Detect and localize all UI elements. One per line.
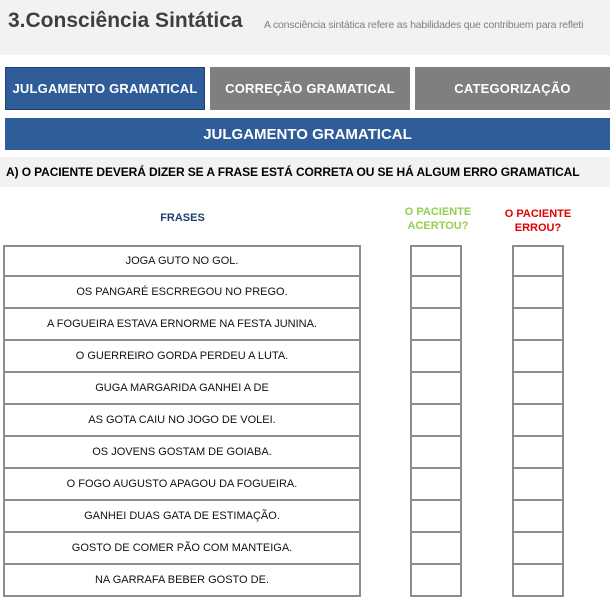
instruction-text [0, 157, 610, 187]
table-row [3, 469, 610, 501]
errou-checkbox[interactable] [512, 309, 564, 341]
errou-checkbox[interactable] [512, 565, 564, 597]
acertou-checkbox[interactable] [410, 469, 462, 501]
sentence-cell: GOSTO DE COMER PÃO COM MANTEIGA. [3, 533, 361, 565]
acertou-checkbox[interactable] [410, 437, 462, 469]
column-header-acertou-line1: O PACIENTE [404, 206, 472, 218]
acertou-checkbox[interactable] [410, 405, 462, 437]
table-row [3, 533, 610, 565]
errou-checkbox[interactable] [512, 501, 564, 533]
errou-checkbox[interactable] [512, 245, 564, 277]
table-row [3, 373, 610, 405]
sheet-header [0, 0, 610, 55]
acertou-checkbox[interactable] [410, 309, 462, 341]
sentence-cell: A FOGUEIRA ESTAVA ERNORME NA FESTA JUNINA. [3, 309, 361, 341]
table-row [3, 245, 610, 277]
sentence-cell: OS PANGARÉ ESCRREGOU NO PREGO. [3, 277, 361, 309]
tab-correcao-gramatical[interactable]: CORREÇÃO GRAMATICAL [210, 67, 410, 110]
column-header-frases: FRASES [160, 212, 205, 224]
column-header-errou [498, 207, 578, 235]
errou-checkbox[interactable] [512, 277, 564, 309]
table-row [3, 309, 610, 341]
errou-checkbox[interactable] [512, 341, 564, 373]
sentence-table [3, 245, 610, 597]
acertou-checkbox[interactable] [410, 245, 462, 277]
instruction-label: A) O PACIENTE DEVERÁ DIZER SE A FRASE ESTÁ CORRETA OU SE HÁ ALGUM ERRO GRAMATICAL [6, 165, 580, 179]
sentence-cell: GUGA MARGARIDA GANHEI A DE [3, 373, 361, 405]
sentence-cell: O FOGO AUGUSTO APAGOU DA FOGUEIRA. [3, 469, 361, 501]
table-row [3, 501, 610, 533]
column-header-errou-line2: ERROU? [514, 222, 562, 234]
errou-checkbox[interactable] [512, 533, 564, 565]
sentence-cell: O GUERREIRO GORDA PERDEU A LUTA. [3, 341, 361, 373]
sentence-cell: GANHEI DUAS GATA DE ESTIMAÇÃO. [3, 501, 361, 533]
column-header-errou-line1: O PACIENTE [504, 208, 572, 220]
errou-checkbox[interactable] [512, 437, 564, 469]
errou-checkbox[interactable] [512, 469, 564, 501]
tab-julgamento-gramatical[interactable]: JULGAMENTO GRAMATICAL [5, 67, 205, 110]
table-row [3, 277, 610, 309]
errou-checkbox[interactable] [512, 373, 564, 405]
table-row [3, 565, 610, 597]
sentence-cell: JOGA GUTO NO GOL. [3, 245, 361, 277]
column-header-acertou [398, 205, 478, 233]
page-title: 3.Consciência Sintática [8, 9, 243, 32]
sentence-cell: NA GARRAFA BEBER GOSTO DE. [3, 565, 361, 597]
table-row [3, 341, 610, 373]
sentence-cell: OS JOVENS GOSTAM DE GOIABA. [3, 437, 361, 469]
table-row [3, 405, 610, 437]
section-title: JULGAMENTO GRAMATICAL [203, 125, 412, 143]
column-header-acertou-line2: ACERTOU? [407, 220, 469, 232]
errou-checkbox[interactable] [512, 405, 564, 437]
acertou-checkbox[interactable] [410, 501, 462, 533]
tab-categorizacao[interactable]: CATEGORIZAÇÃO [415, 67, 610, 110]
section-title-bar [5, 118, 610, 150]
acertou-checkbox[interactable] [410, 565, 462, 597]
sentence-cell: AS GOTA CAIU NO JOGO DE VOLEI. [3, 405, 361, 437]
acertou-checkbox[interactable] [410, 373, 462, 405]
table-row [3, 437, 610, 469]
page-description: A consciência sintática refere as habilidades que contribuem para refleti [264, 19, 584, 31]
acertou-checkbox[interactable] [410, 277, 462, 309]
acertou-checkbox[interactable] [410, 341, 462, 373]
acertou-checkbox[interactable] [410, 533, 462, 565]
